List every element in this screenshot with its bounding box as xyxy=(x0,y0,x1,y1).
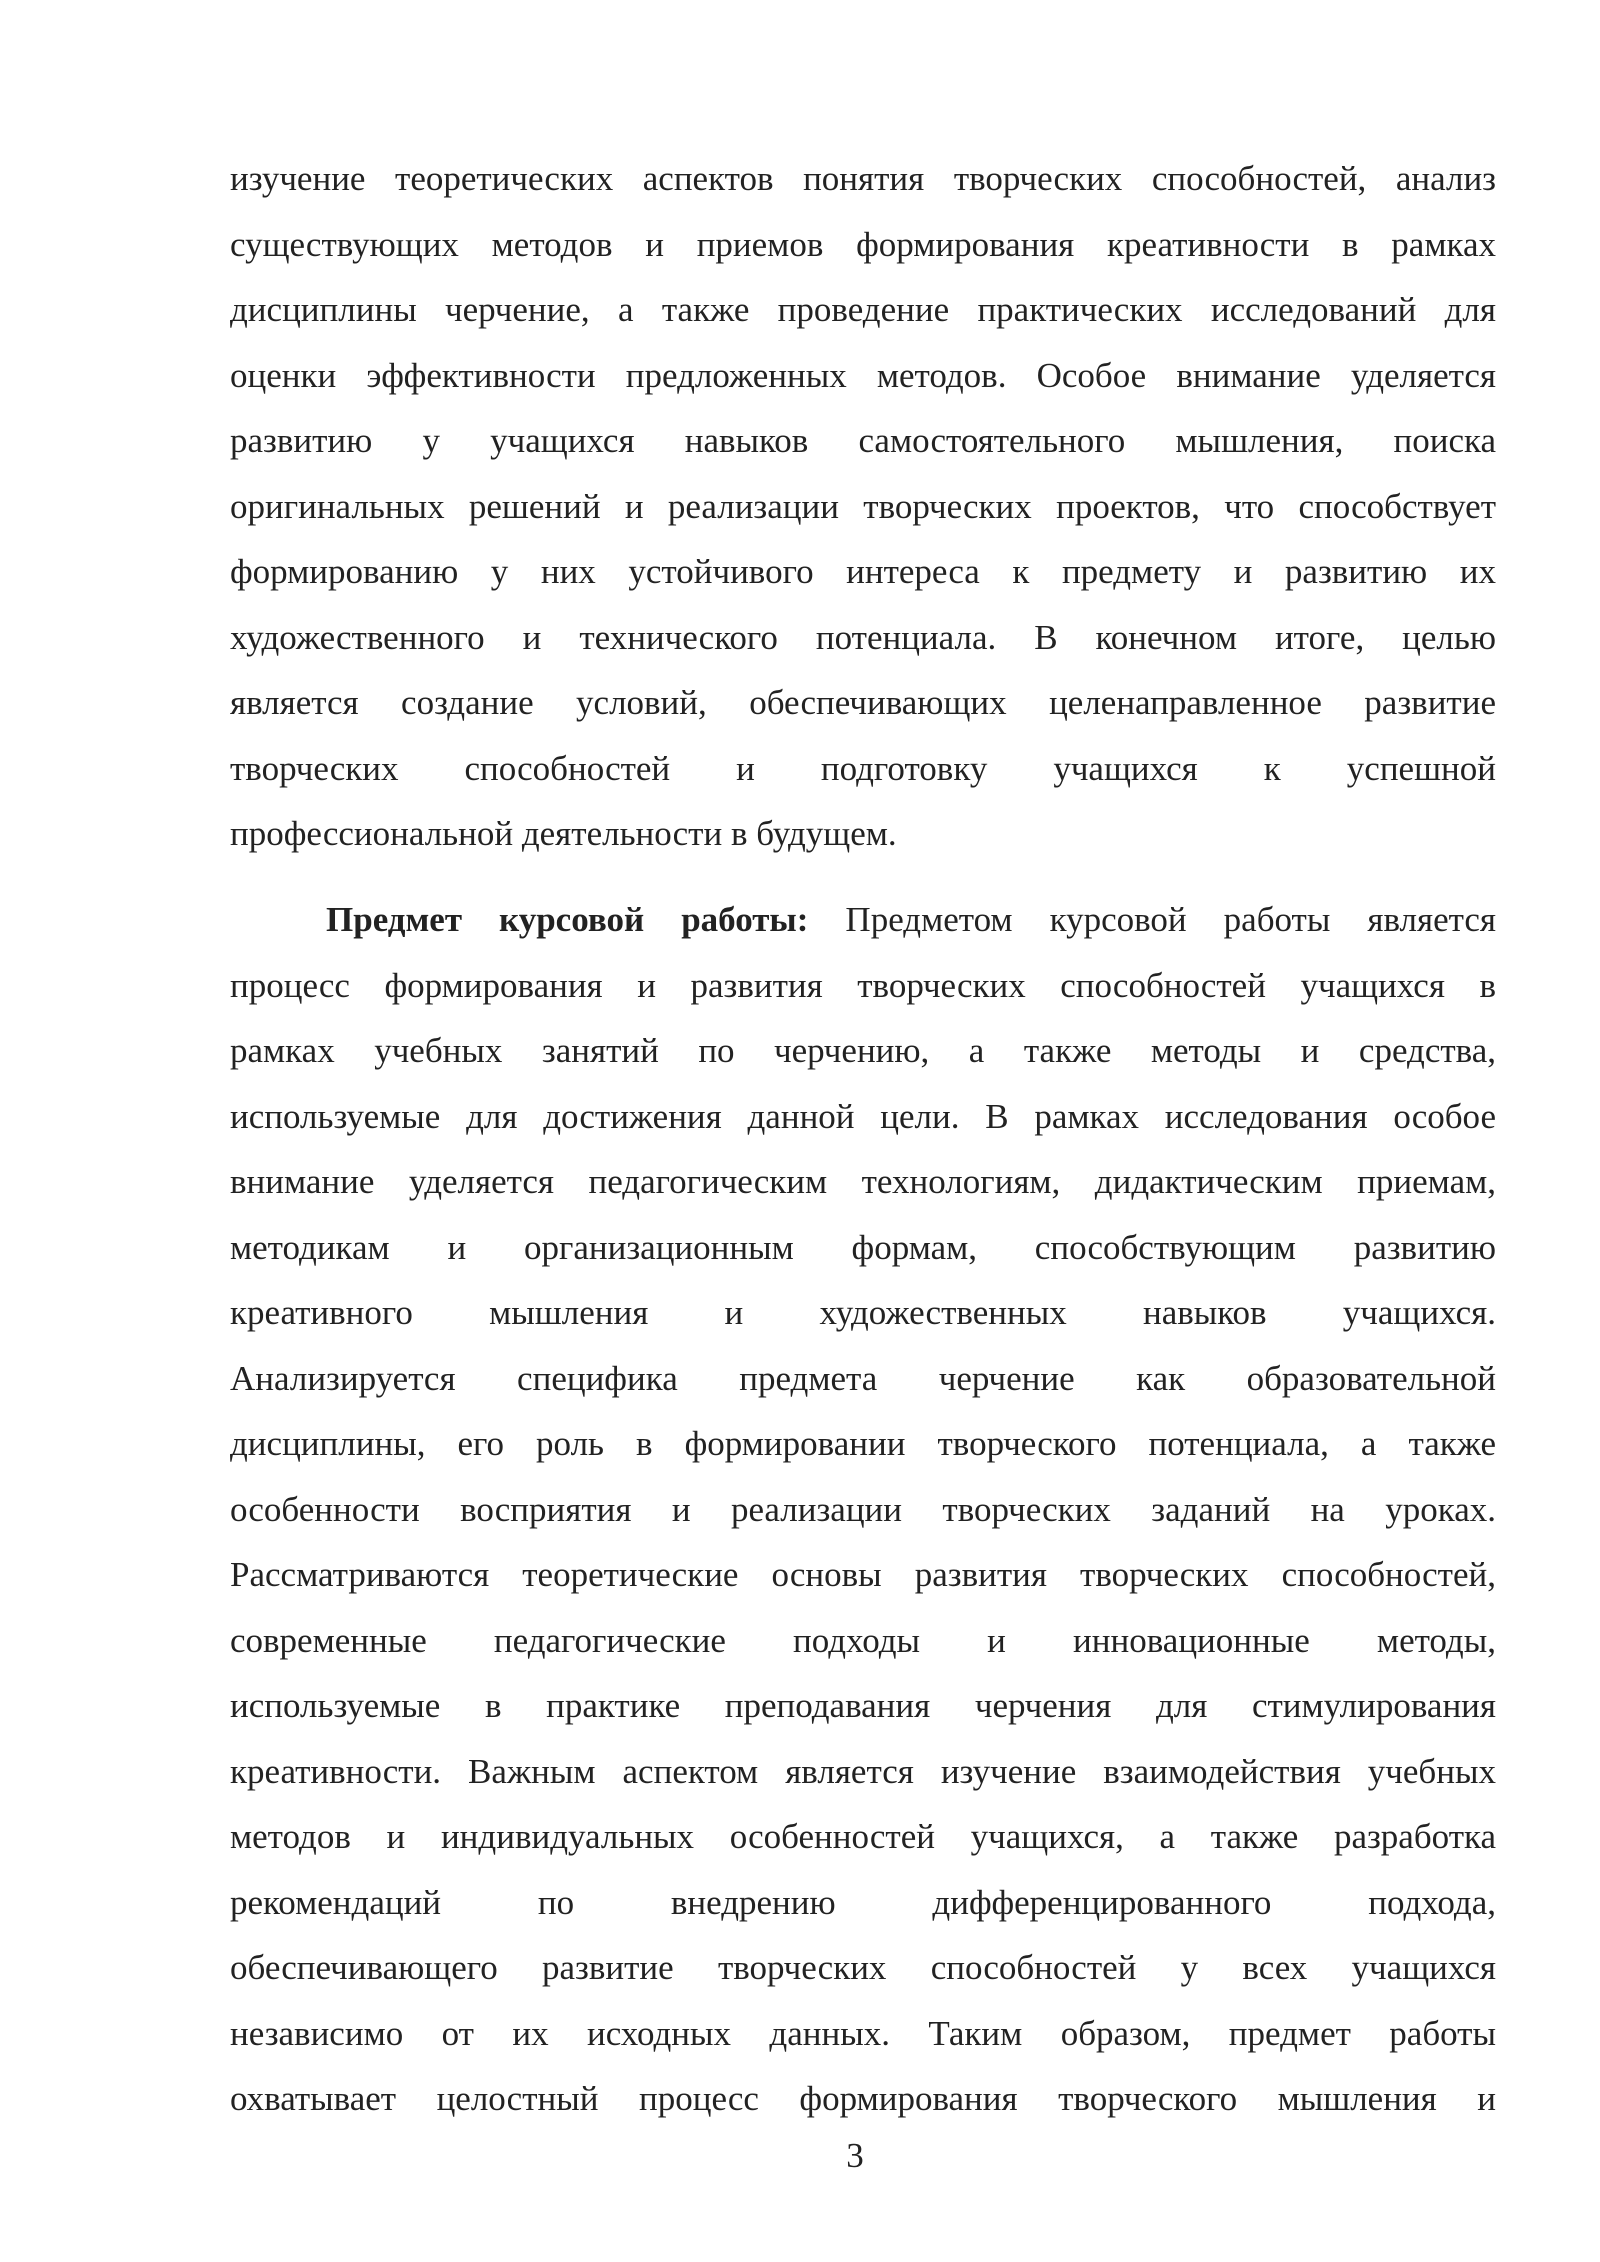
text-line: оригинальных решений и реализации творческих проектов, что способствует xyxy=(230,486,1496,526)
text-line: творческих способностей и подготовку учащихся к успешной xyxy=(230,748,1496,788)
text-line: дисциплины черчение, а также проведение практических исследований для xyxy=(230,290,1496,329)
text-segment: Предметом курсовой работы является xyxy=(845,900,1496,939)
text-line: существующих методов и приемов формирования креативности в рамках xyxy=(230,224,1496,264)
text-line: используемые в практике преподавания черчения для стимулирования xyxy=(230,1686,1496,1725)
text-line: используемые для достижения данной цели. В рамках исследования особое xyxy=(230,1096,1496,1136)
text-line: дисциплины, его роль в формировании творческого потенциала, а также xyxy=(230,1424,1496,1463)
page-number: 3 xyxy=(846,2136,864,2175)
text-line: креативности. Важным аспектом является изучение взаимодействия учебных xyxy=(230,1751,1496,1791)
paragraph-goal-continuation xyxy=(230,146,1496,867)
text-line: развитию у учащихся навыков самостоятельного мышления, поиска xyxy=(230,421,1496,460)
text-line: является создание условий, обеспечивающих целенаправленное развитие xyxy=(230,683,1496,722)
text-line: креативного мышления и художественных навыков учащихся. xyxy=(230,1293,1496,1332)
paragraph-first-line xyxy=(230,887,1496,953)
text-line: методов и индивидуальных особенностей учащихся, а также разработка xyxy=(230,1817,1496,1856)
text-line: рекомендаций по внедрению дифференцированного подхода, xyxy=(230,1882,1496,1922)
text-line: внимание уделяется педагогическим технологиям, дидактическим приемам, xyxy=(230,1162,1496,1201)
paragraph-subject xyxy=(230,887,1496,2132)
paragraph-heading: Предмет курсовой работы: xyxy=(326,900,809,939)
text-line: изучение теоретических аспектов понятия творческих способностей, анализ xyxy=(230,159,1496,198)
text-line: процесс формирования и развития творческих способностей учащихся в xyxy=(230,965,1496,1005)
text-line: художественного и технического потенциала. В конечном итоге, целью xyxy=(230,617,1496,657)
text-line: Анализируется специфика предмета черчение как образовательной xyxy=(230,1358,1496,1398)
text-line: рамках учебных занятий по черчению, а также методы и средства, xyxy=(230,1031,1496,1070)
text-line: Рассматриваются теоретические основы развития творческих способностей, xyxy=(230,1555,1496,1594)
text-line: формированию у них устойчивого интереса к предмету и развитию их xyxy=(230,552,1496,591)
text-line: обеспечивающего развитие творческих способностей у всех учащихся xyxy=(230,1948,1496,1987)
text-line: методикам и организационным формам, способствующим развитию xyxy=(230,1227,1496,1267)
text-line: современные педагогические подходы и инновационные методы, xyxy=(230,1620,1496,1660)
text-line: независимо от их исходных данных. Таким образом, предмет работы xyxy=(230,2013,1496,2053)
text-line: особенности восприятия и реализации творческих заданий на уроках. xyxy=(230,1489,1496,1529)
text-line: оценки эффективности предложенных методов. Особое внимание уделяется xyxy=(230,355,1496,395)
text-line: профессиональной деятельности в будущем. xyxy=(230,814,897,853)
text-line: охватывает целостный процесс формирования творческого мышления и xyxy=(230,2079,1496,2118)
